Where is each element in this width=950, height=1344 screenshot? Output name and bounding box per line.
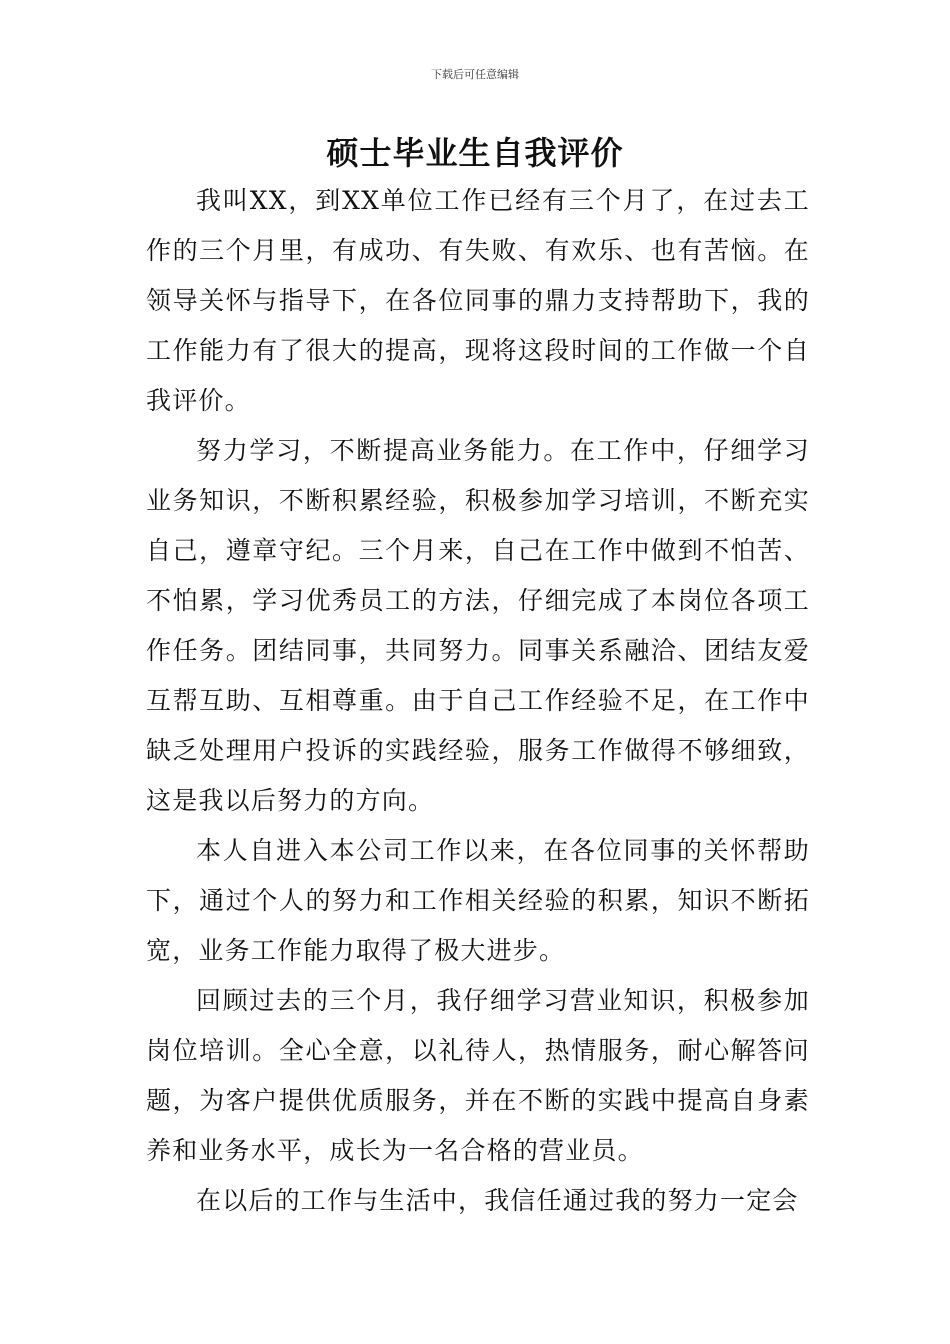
- paragraph-5: 在以后的工作与生活中，我信任通过我的努力一定会: [196, 1186, 799, 1215]
- page-title: 硕士毕业生自我评价: [326, 134, 624, 172]
- paragraph-3: 本人自进入本公司工作以来，在各位同事的关怀帮助下，通过个人的努力和工作相关经验的积累，知识不断拓宽，业务工作能力取得了极大进步。: [146, 836, 810, 965]
- header-note: 下载后可任意编辑: [431, 68, 519, 81]
- document-body: [146, 176, 810, 1226]
- paragraph-4: 回顾过去的三个月，我仔细学习营业知识，积极参加岗位培训。全心全意，以礼待人，热情服务，耐心解答问题，为客户提供优质服务，并在不断的实践中提高自身素养和业务水平，成长为一名合格的营业员。: [146, 986, 810, 1165]
- paragraph-2: 努力学习，不断提高业务能力。在工作中，仔细学习业务知识，不断积累经验，积极参加学习培训，不断充实自己，遵章守纪。三个月来，自己在工作中做到不怕苦、不怕累，学习优秀员工的方法，仔细完成了本岗位各项工作任务。团结同事，共同努力。同事关系融洽、团结友爱互帮互助、互相尊重。由于自己工作经验不足，在工作中缺乏处理用户投诉的实践经验，服务工作做得不够细致，这是我以后努力的方向。: [146, 436, 810, 815]
- paragraph-1: 我叫XX，到XX单位工作已经有三个月了，在过去工作的三个月里，有成功、有失败、有欢乐、也有苦恼。在领导关怀与指导下，在各位同事的鼎力支持帮助下，我的工作能力有了很大的提高，现将这段时间的工作做一个自我评价。: [146, 186, 810, 415]
